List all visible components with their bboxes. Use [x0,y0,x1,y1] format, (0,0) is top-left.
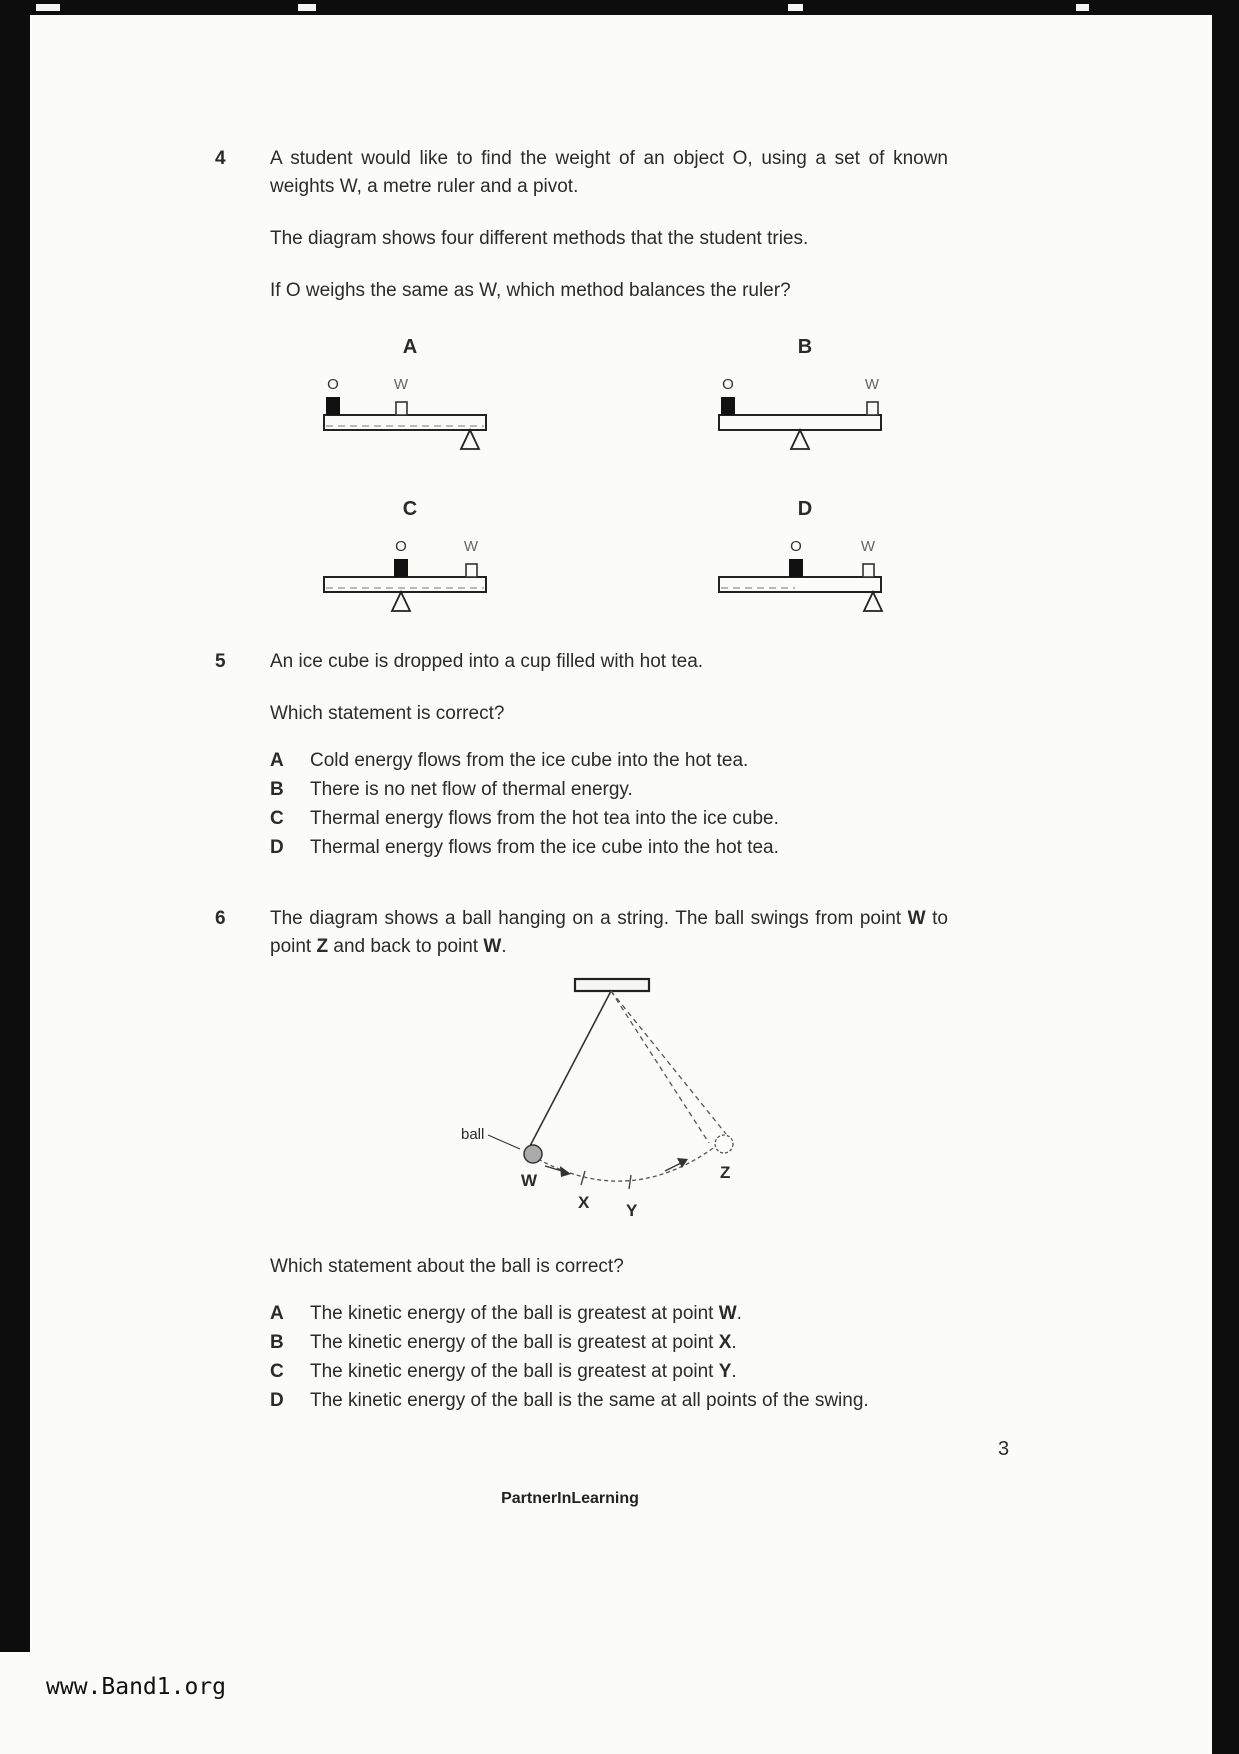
point-x-label: X [578,1193,590,1212]
question-body [270,905,948,1415]
object-o-block [721,397,735,415]
balance-diagram-c [320,495,500,635]
option-letter: C [270,808,284,829]
question-number: 5 [215,651,226,672]
option-text: The kinetic energy of the ball is greatest at point X. [310,1332,737,1353]
question-text: A student would like to find the weight of an object O, using a set of known weights W, a metre ruler and a pivot. [270,148,948,197]
scan-right-border [1212,0,1239,1754]
question-text: Which statement about the ball is correct? [270,1256,624,1277]
string-dashed-right [611,991,726,1134]
object-o-label: O [790,538,802,555]
answer-option-a [270,746,948,775]
option-letter: A [270,1303,284,1324]
weight-w-label: W [463,538,479,555]
scan-artifact [788,4,803,11]
motion-arrow-left-head [560,1166,571,1177]
balance-svg-b [715,373,895,473]
weight-w-label: W [860,538,876,555]
balance-svg-c [320,535,500,635]
site-watermark: www.Band1.org [46,1674,227,1700]
scan-artifact [298,4,316,11]
answer-option-a [270,1299,948,1328]
object-o-block [326,397,340,415]
balance-diagram-a [320,333,500,473]
question-text: The diagram shows four different methods that the student tries. [270,228,809,249]
scan-artifact [1076,4,1089,11]
answer-option-d [270,833,948,862]
ruler [719,415,881,430]
option-letter: A [270,750,284,771]
weight-w-label: W [864,376,880,393]
ruler [324,577,486,592]
question-number: 4 [215,148,226,169]
ball-at-z-outline [715,1135,733,1153]
answer-options [270,746,948,862]
object-o-label: O [722,376,734,393]
balance-diagram-d [715,495,895,635]
object-o-label: O [327,376,339,393]
arc-tick-y [629,1175,631,1189]
balance-diagrams [320,333,948,635]
answer-option-b [270,1328,948,1357]
page-number: 3 [998,1438,1010,1460]
option-text: Thermal energy flows from the hot tea into the ice cube. [310,808,779,829]
diagram-label: C [402,498,418,520]
weight-w-block [396,402,407,415]
pivot-triangle [791,430,809,449]
scan-left-border [0,0,30,1652]
answer-option-c [270,804,948,833]
diagram-label: D [797,498,813,520]
scan-artifact [36,4,60,11]
string-dashed-left [611,991,709,1143]
point-y-label: Y [626,1201,638,1218]
point-z-label: Z [720,1163,731,1182]
question-body [270,648,948,862]
option-letter: D [270,1390,284,1411]
question-text: An ice cube is dropped into a cup filled with hot tea. [270,651,704,672]
pendulum-diagram [425,973,948,1227]
diagram-label: B [797,336,813,358]
balance-diagram-b [715,333,895,473]
option-letter: D [270,837,284,858]
pivot-triangle [864,592,882,611]
ball [524,1145,542,1163]
balance-svg-a [320,373,500,473]
weight-w-label: W [393,376,409,393]
ball-pointer-line [488,1135,520,1149]
weight-w-block [867,402,878,415]
ball-label: ball [461,1126,485,1143]
option-text: Cold energy flows from the ice cube into the hot tea. [310,750,749,771]
option-text: Thermal energy flows from the ice cube into the hot tea. [310,837,779,858]
balance-svg-d [715,535,895,635]
option-letter: C [270,1361,284,1382]
object-o-block [394,559,408,577]
question-text: Which statement is correct? [270,703,505,724]
question-4 [215,145,948,635]
answer-option-d [270,1386,948,1415]
pivot-triangle [461,430,479,449]
answer-option-c [270,1357,948,1386]
pivot-triangle [392,592,410,611]
pendulum-svg [425,973,845,1218]
option-text: The kinetic energy of the ball is greatest at point Y. [310,1361,737,1382]
ruler [324,415,486,430]
ruler [719,577,881,592]
answer-options [270,1299,948,1415]
object-o-label: O [395,538,407,555]
weight-w-block [863,564,874,577]
point-w-label: W [521,1171,538,1190]
option-text: The kinetic energy of the ball is the same at all points of the swing. [310,1390,869,1411]
scan-top-edge [0,0,1239,15]
motion-arrow-right-head [677,1158,688,1168]
question-6 [215,905,948,1415]
option-text: The kinetic energy of the ball is greatest at point W. [310,1303,742,1324]
weight-w-block [466,564,477,577]
diagram-label: A [402,336,418,358]
question-text: If O weighs the same as W, which method balances the ruler? [270,280,791,301]
ceiling-bar [575,979,649,991]
question-5 [215,648,948,862]
question-text: The diagram shows a ball hanging on a string. The ball swings from point W to point Z and back to point W. [270,908,948,957]
option-text: There is no net flow of thermal energy. [310,779,633,800]
option-letter: B [270,1332,284,1353]
question-body [270,145,948,635]
object-o-block [789,559,803,577]
option-letter: B [270,779,284,800]
footer-brand: PartnerInLearning [501,1490,639,1507]
answer-option-b [270,775,948,804]
string-solid [530,991,611,1146]
question-number: 6 [215,908,226,929]
arc-tick-x [581,1171,585,1185]
